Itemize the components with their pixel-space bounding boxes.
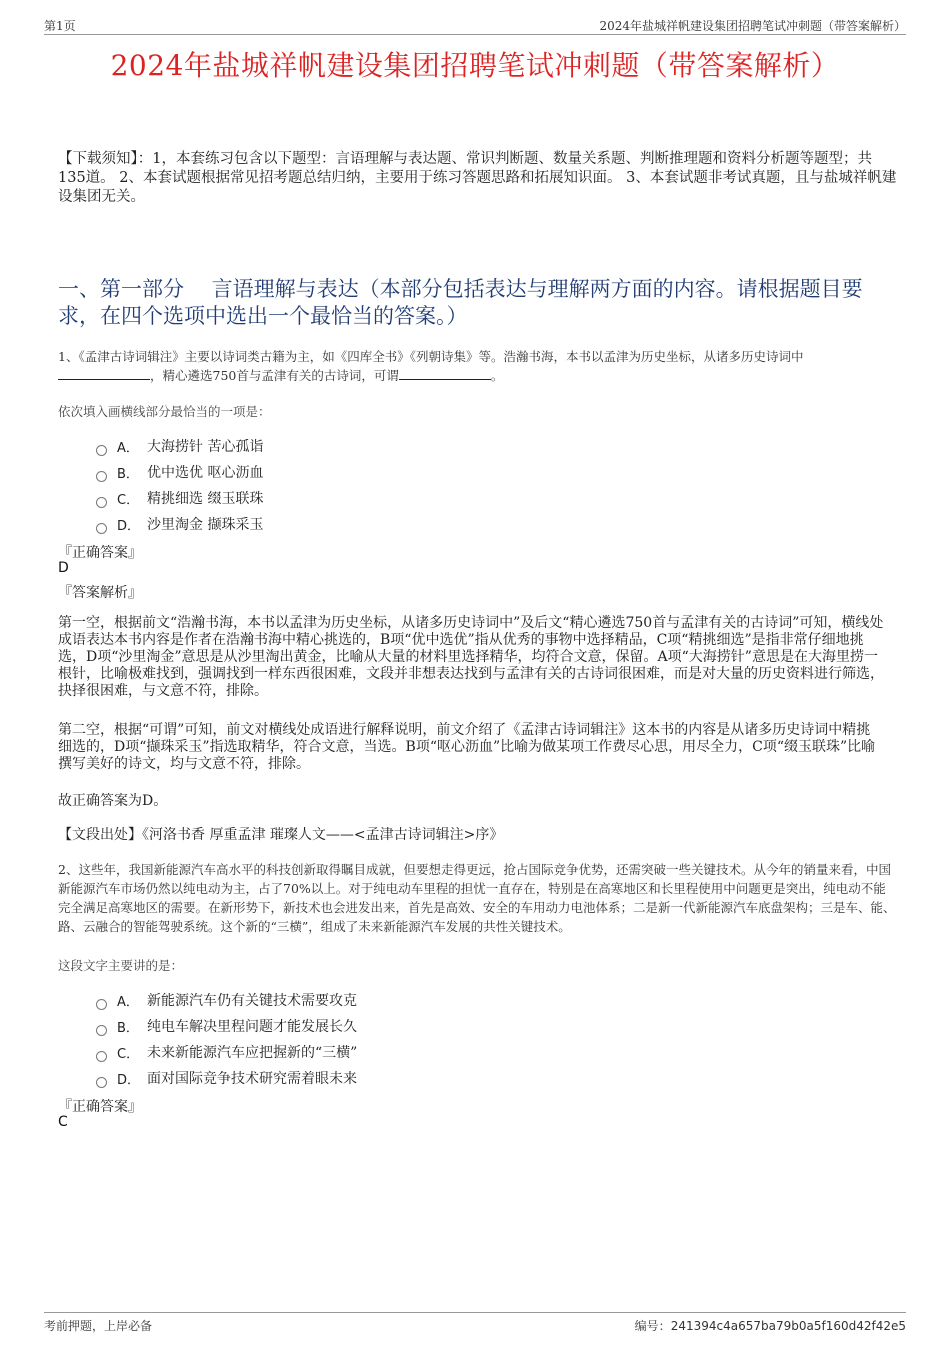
analysis-paragraph-1: 第一空，根据前文“浩瀚书海，本书以孟津为历史坐标，从诸多历史诗词中”及后文“精心遴选750首与孟津有关的古诗词”可知，横线处成语表达本书内容是作者在浩瀚书海中精心挑选的，B项“优中选优”指从优秀的事物中选择精品，C项“精挑细选”是指非常仔细地挑选，D项“沙里淘金”意思是从沙里淘出黄金，比喻从大量的材料里选择精华，均符合文意，保留。A项“大海捞针”意思是在大海里捞一根针，比喻极难找到，强调找到一样东西很困难，文段并非想表达找到与孟津有关的古诗词很困难，而是对大量的历史资料进行筛选，抉择很困难，与文意不符，排除。 (58, 615, 884, 699)
source-citation: 【文段出处】《河洛书香 厚重孟津 璀璨人文——<孟津古诗词辑注>序》 (58, 827, 504, 843)
analysis-paragraph-2: 第二空，根据“可谓”可知，前文对横线处成语进行解释说明，前文介绍了《孟津古诗词辑注》这本书的内容是从诸多历史诗词中精挑细选的，D项“撷珠采玉”指选取精华，符合文意，当选。B项“呕心沥血”比喻为做某项工作费尽心思，用尽全力，C项“缀玉联珠”比喻撰写美好的诗文，均与文意不符，排除。 (58, 722, 876, 772)
section-title: 一、第一部分 言语理解与表达（本部分包括表达与理解两方面的内容。请根据题目要求，在四个选项中选出一个最恰当的答案。） (58, 277, 863, 328)
question-1-text-b: ，精心遴选750首与孟津有关的古诗词，可谓 (150, 368, 399, 383)
question-2-options (96, 987, 357, 1091)
question-1-options (96, 433, 263, 537)
footer-code: 编号：241394c4a657ba79b0a5f160d42f42e5 (634, 1319, 906, 1333)
analysis-conclusion: 故正确答案为D。 (58, 793, 168, 809)
question-2-stem: 2、这些年，我国新能源汽车高水平的科技创新取得瞩目成就，但要想走得更远，抢占国际竞争优势，还需突破一些关键技术。从今年的销量来看，中国新能源汽车市场仍然以纯电动为主，占了70%以上。对于纯电动车里程的担忧一直存在，特别是在高寒地区和长里程使用中问题更是突出，纯电动不能完全满足高寒地区的需要。在新形势下，新技术也会进发出来，首先是高效、安全的车用动力电池体系；二是新一代新能源汽车底盘架构；三是车、能、路、云融合的智能驾驶系统。这个新的“三横”，组成了未来新能源汽车发展的共性关键技术。 (58, 862, 896, 934)
radio-icon[interactable] (96, 523, 107, 534)
page-title: 2024年盐城祥帆建设集团招聘笔试冲刺题（带答案解析） (110, 49, 840, 82)
correct-answer-label: 『正确答案』 (58, 545, 142, 561)
option-d[interactable]: D． 沙里淘金 撷珠采玉 (96, 511, 263, 537)
radio-icon[interactable] (96, 1051, 107, 1062)
correct-answer-value: D (58, 560, 69, 576)
radio-icon[interactable] (96, 471, 107, 482)
option-a[interactable]: A． 新能源汽车仍有关键技术需要攻克 (96, 987, 357, 1013)
question-1-stem (58, 347, 908, 385)
radio-icon[interactable] (96, 999, 107, 1010)
analysis-label: 『答案解析』 (58, 585, 142, 601)
radio-icon[interactable] (96, 445, 107, 456)
question-1-prompt: 依次填入画横线部分最恰当的一项是： (58, 404, 271, 419)
option-b[interactable]: B． 纯电车解决里程问题才能发展长久 (96, 1013, 357, 1039)
blank-1 (58, 367, 150, 380)
correct-answer-value: C (58, 1114, 68, 1130)
option-c[interactable]: C． 未来新能源汽车应把握新的“三横” (96, 1039, 357, 1065)
page-footer (44, 1312, 906, 1333)
question-2-prompt: 这段文字主要讲的是： (58, 958, 184, 973)
download-notice: 【下载须知】：1，本套练习包含以下题型：言语理解与表达题、常识判断题、数量关系题、判断推理题和资料分析题等题型；共135道。 2、本套试题根据常见招考题总结归纳，主要用于练习答题思路和拓展知识面。 3、本套试题非考试真题，且与盐城祥帆建设集团无关。 (58, 151, 897, 205)
option-b[interactable]: B． 优中选优 呕心沥血 (96, 459, 263, 485)
question-1-text-a: 1、《孟津古诗词辑注》主要以诗词类古籍为主，如《四库全书》《列朝诗集》等。浩瀚书海，本书以孟津为历史坐标，从诸多历史诗词中 (58, 349, 804, 364)
radio-icon[interactable] (96, 1025, 107, 1036)
blank-2 (399, 367, 491, 380)
correct-answer-label: 『正确答案』 (58, 1099, 142, 1115)
option-a[interactable]: A． 大海捞针 苦心孤诣 (96, 433, 263, 459)
option-d[interactable]: D． 面对国际竞争技术研究需着眼未来 (96, 1065, 357, 1091)
question-1-text-c: 。 (490, 368, 504, 383)
option-c[interactable]: C． 精挑细选 缀玉联珠 (96, 485, 263, 511)
page-header (44, 14, 906, 35)
page-number: 第1页 (44, 19, 76, 33)
header-doc-title: 2024年盐城祥帆建设集团招聘笔试冲刺题（带答案解析） (599, 19, 906, 33)
radio-icon[interactable] (96, 497, 107, 508)
radio-icon[interactable] (96, 1077, 107, 1088)
footer-slogan: 考前押题，上岸必备 (44, 1319, 153, 1333)
